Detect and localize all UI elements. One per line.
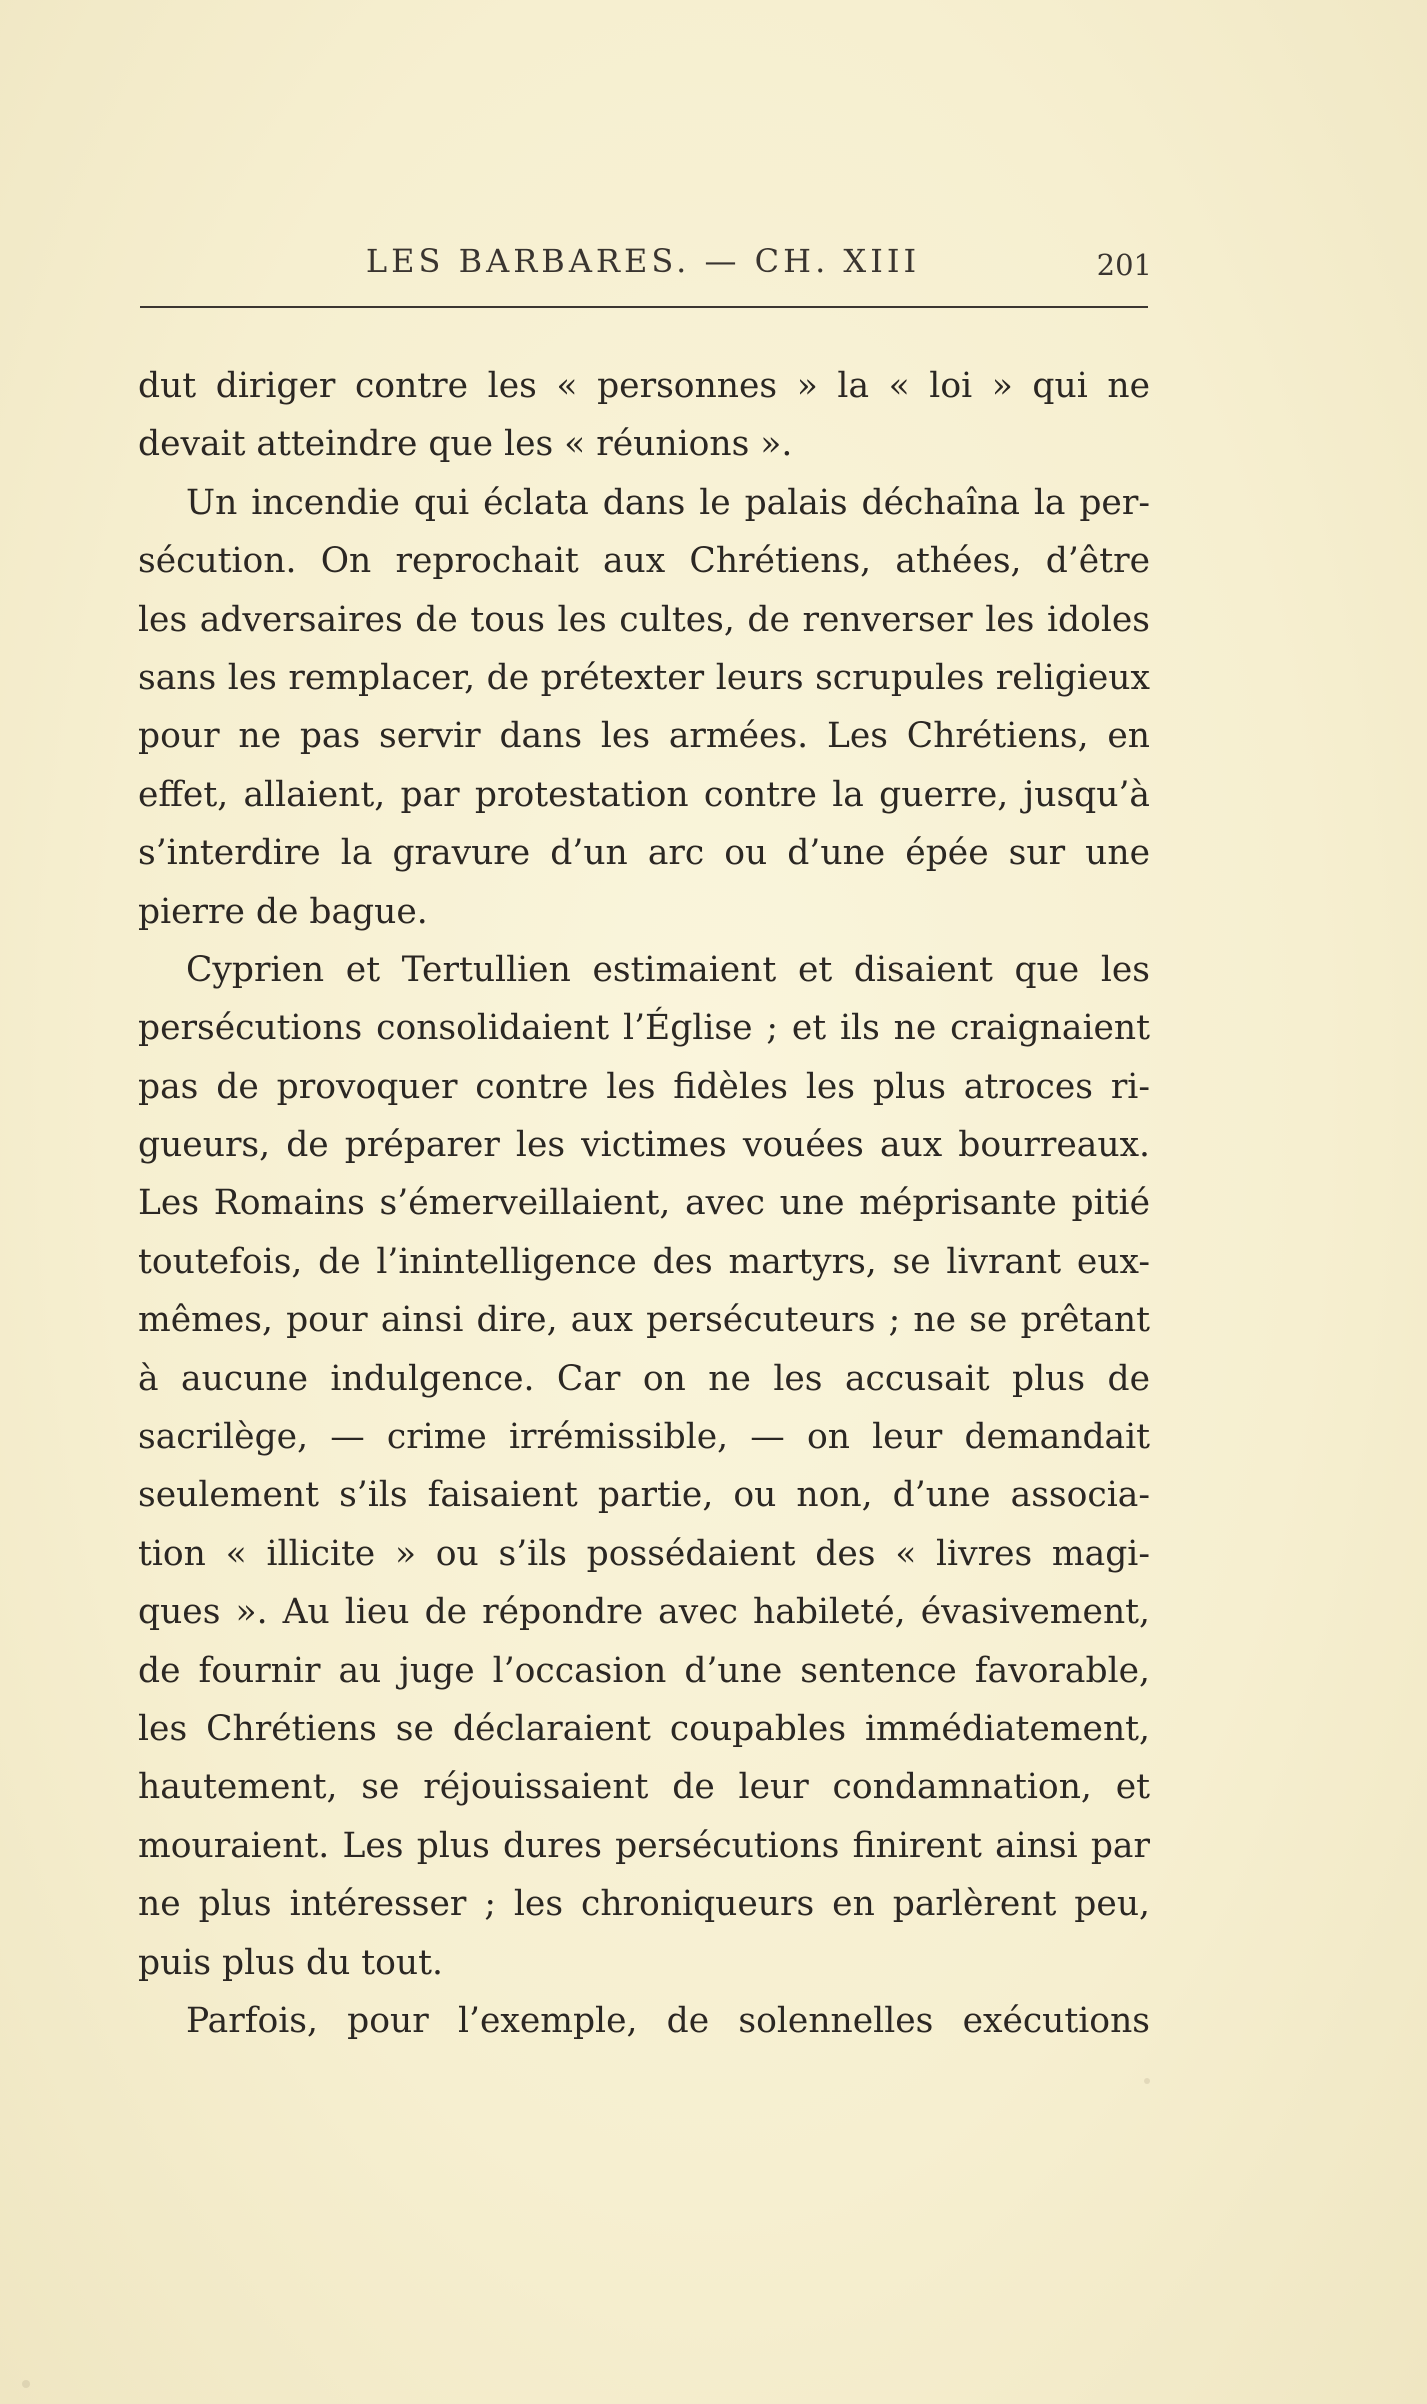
text-line: hautement, se réjouissaient de leur condamnation, et [138,1767,1150,1808]
text-line: mouraient. Les plus dures persécutions finirent ainsi par [138,1825,1150,1866]
text-line: les adversaires de tous les cultes, de renverser les idoles [138,599,1150,640]
header-rule [140,306,1148,308]
paper-speck [1144,2078,1150,2084]
text-line: sécution. On reprochait aux Chrétiens, athées, d’être [138,541,1150,582]
text-line: sans les remplacer, de prétexter leurs scrupules religieux [138,657,1150,698]
text-line: gueurs, de préparer les victimes vouées aux bourreaux. [138,1125,1150,1166]
text-line: pour ne pas servir dans les armées. Les Chrétiens, en [138,716,1150,757]
text-line: seulement s’ils faisaient partie, ou non, d’une associa- [138,1475,1150,1516]
running-title: LES BARBARES. — CH. XIII [365,242,921,280]
text-line: pas de provoquer contre les fidèles les plus atroces ri- [138,1066,1150,1107]
text-line: toutefois, de l’inintelligence des martyrs, se livrant eux- [138,1241,1150,1282]
text-line: Un incendie qui éclata dans le palais déchaîna la per- [186,482,1150,523]
text-line: persécutions consolidaient l’Église ; et ils ne craignaient [138,1008,1150,1049]
text-line: mêmes, pour ainsi dire, aux persécuteurs ; ne se prêtant [138,1300,1150,1341]
text-line: pierre de bague. [138,891,428,932]
text-line: Les Romains s’émerveillaient, avec une méprisante pitié [138,1183,1150,1224]
body-text [138,357,1150,2050]
text-line: effet, allaient, par protestation contre la guerre, jusqu’à [138,774,1150,815]
running-head [138,236,1152,286]
text-line: s’interdire la gravure d’un arc ou d’une épée sur une [138,833,1150,874]
paper-speck [22,2380,30,2388]
text-line: les Chrétiens se déclaraient coupables immédiatement, [138,1708,1150,1749]
text-line: à aucune indulgence. Car on ne les accusait plus de [138,1358,1150,1399]
page-number: 201 [1096,248,1152,282]
text-line: ques ». Au lieu de répondre avec habileté, évasivement, [138,1592,1150,1633]
text-line: puis plus du tout. [138,1942,443,1983]
text-line: tion « illicite » ou s’ils possédaient des « livres magi- [138,1533,1150,1574]
text-line: Cyprien et Tertullien estimaient et disaient que les [186,949,1150,990]
text-line: de fournir au juge l’occasion d’une sentence favorable, [138,1650,1150,1691]
text-line: ne plus intéresser ; les chroniqueurs en parlèrent peu, [138,1884,1150,1925]
text-line: Parfois, pour l’exemple, de solennelles exécutions [186,2000,1150,2041]
text-line: devait atteindre que les « réunions ». [138,424,793,465]
text-line: sacrilège, — crime irrémissible, — on leur demandait [138,1417,1150,1458]
text-line: dut diriger contre les « personnes » la « loi » qui ne [138,366,1150,406]
